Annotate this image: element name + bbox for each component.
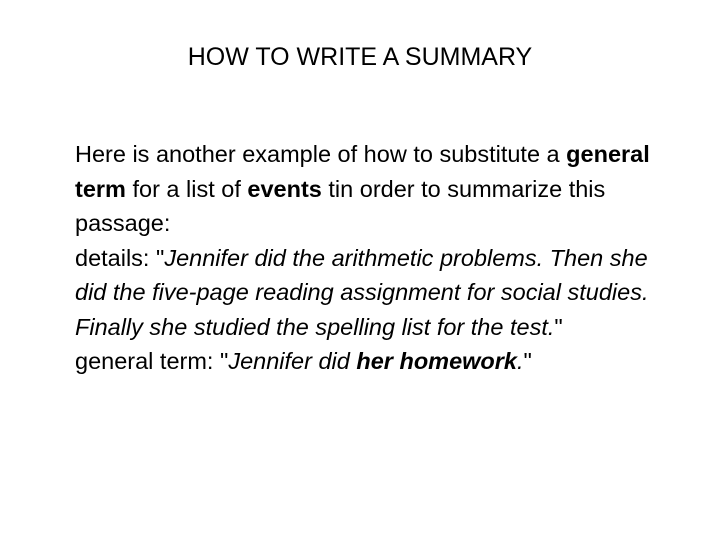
general-quote-after: . [516,348,524,374]
general-term-label: general term: [75,348,220,374]
general-quote-bold: her homework [356,348,517,374]
general-open-quote: " [219,348,229,374]
intro-paragraph [75,137,672,241]
intro-text-3: tin order to summarize this passage: [75,175,606,236]
intro-text-2: for a list of [125,175,248,202]
details-close-quote: " [554,313,563,340]
general-quote-before: Jennifer did [228,348,357,374]
details-label: details: [75,244,156,271]
slide-title: HOW TO WRITE A SUMMARY [187,43,533,71]
slide-body [75,137,672,379]
intro-text-1: Here is another example of how to substitute a [75,141,567,167]
details-open-quote: " [156,244,165,271]
details-quote-text: Jennifer did the arithmetic problems. Then she did the five-page reading assignment for social studies. Finally she studied the spelling list for the test. [75,244,649,340]
intro-bold-events: events [247,175,322,202]
details-paragraph [75,241,672,345]
general-close-quote: " [523,348,532,374]
general-term-paragraph [75,344,672,379]
intro-bold-general-term: general term [75,141,650,202]
